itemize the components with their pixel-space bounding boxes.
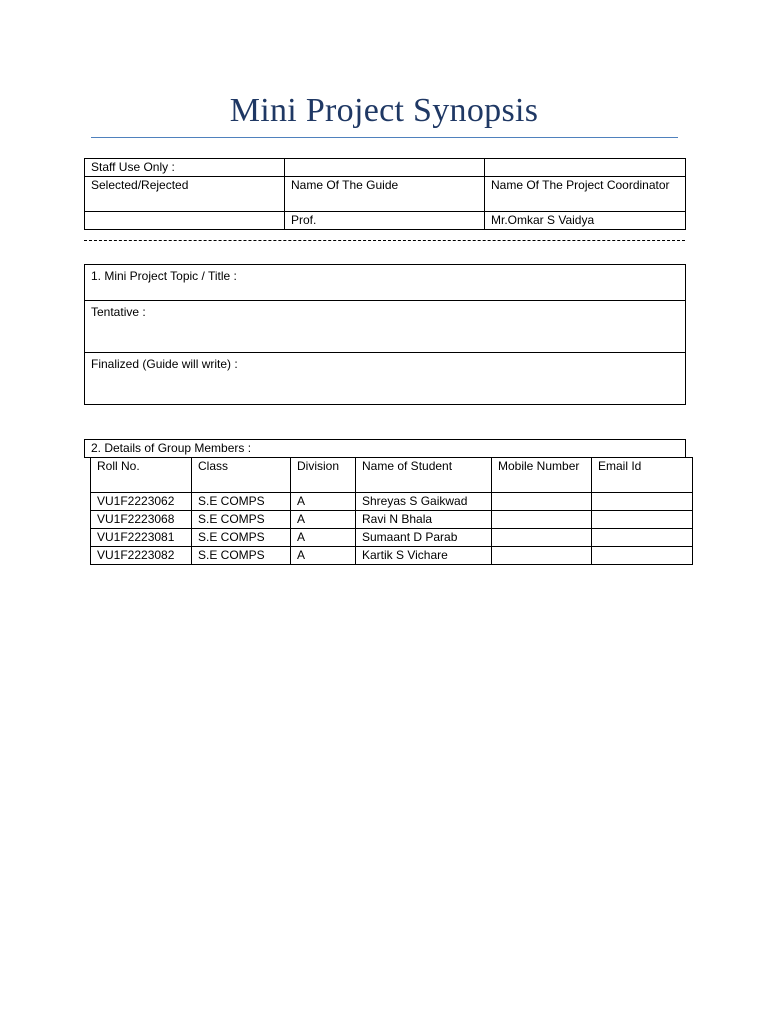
mobile-number-field[interactable]: [492, 493, 592, 511]
mobile-number-field[interactable]: [492, 547, 592, 565]
student-name-cell: Shreyas S Gaikwad: [356, 493, 492, 511]
column-header: Division: [291, 458, 356, 493]
project-title-label: 1. Mini Project Topic / Title :: [91, 269, 237, 283]
roll-no-cell: VU1F2223062: [91, 493, 192, 511]
guide-label: Name Of The Guide: [285, 177, 485, 212]
mobile-number-field[interactable]: [492, 529, 592, 547]
student-name-cell: Sumaant D Parab: [356, 529, 492, 547]
table-row: [91, 529, 693, 547]
tentative-field[interactable]: [85, 301, 686, 353]
email-field[interactable]: [592, 493, 693, 511]
column-header: Class: [192, 458, 291, 493]
email-field[interactable]: [592, 547, 693, 565]
email-field[interactable]: [592, 511, 693, 529]
selected-rejected-label: Selected/Rejected: [85, 177, 285, 212]
column-header: Name of Student: [356, 458, 492, 493]
staff-use-table: [84, 158, 686, 230]
project-title-field[interactable]: [85, 265, 686, 301]
division-cell: A: [291, 493, 356, 511]
student-name-cell: Kartik S Vichare: [356, 547, 492, 565]
division-cell: A: [291, 529, 356, 547]
table-row: [91, 493, 693, 511]
table-header-row: [91, 458, 693, 493]
class-cell: S.E COMPS: [192, 493, 291, 511]
column-header: Mobile Number: [492, 458, 592, 493]
page-title: Mini Project Synopsis: [229, 92, 539, 129]
selected-rejected-field[interactable]: [85, 212, 285, 230]
roll-no-cell: VU1F2223082: [91, 547, 192, 565]
finalized-label: Finalized (Guide will write) :: [91, 357, 238, 371]
coordinator-name-field[interactable]: Mr.Omkar S Vaidya: [485, 212, 686, 230]
project-topic-table: [84, 264, 686, 405]
table-row: [91, 547, 693, 565]
staff-empty-cell: [485, 159, 686, 177]
cut-line-divider: [84, 240, 685, 241]
group-members-table: [90, 457, 693, 565]
table-row: [91, 511, 693, 529]
class-cell: S.E COMPS: [192, 529, 291, 547]
coordinator-label: Name Of The Project Coordinator: [485, 177, 686, 212]
student-name-cell: Ravi N Bhala: [356, 511, 492, 529]
division-cell: A: [291, 547, 356, 565]
mobile-number-field[interactable]: [492, 511, 592, 529]
column-header: Roll No.: [91, 458, 192, 493]
division-cell: A: [291, 511, 356, 529]
column-header: Email Id: [592, 458, 693, 493]
title-underline: [91, 137, 678, 138]
tentative-label: Tentative :: [91, 305, 146, 319]
guide-name-field[interactable]: Prof.: [285, 212, 485, 230]
roll-no-cell: VU1F2223081: [91, 529, 192, 547]
group-members-label: 2. Details of Group Members :: [85, 440, 686, 458]
finalized-field[interactable]: [85, 353, 686, 405]
email-field[interactable]: [592, 529, 693, 547]
class-cell: S.E COMPS: [192, 511, 291, 529]
staff-empty-cell: [285, 159, 485, 177]
roll-no-cell: VU1F2223068: [91, 511, 192, 529]
class-cell: S.E COMPS: [192, 547, 291, 565]
staff-use-only-label: Staff Use Only :: [85, 159, 285, 177]
group-members-header-table: [84, 439, 686, 458]
